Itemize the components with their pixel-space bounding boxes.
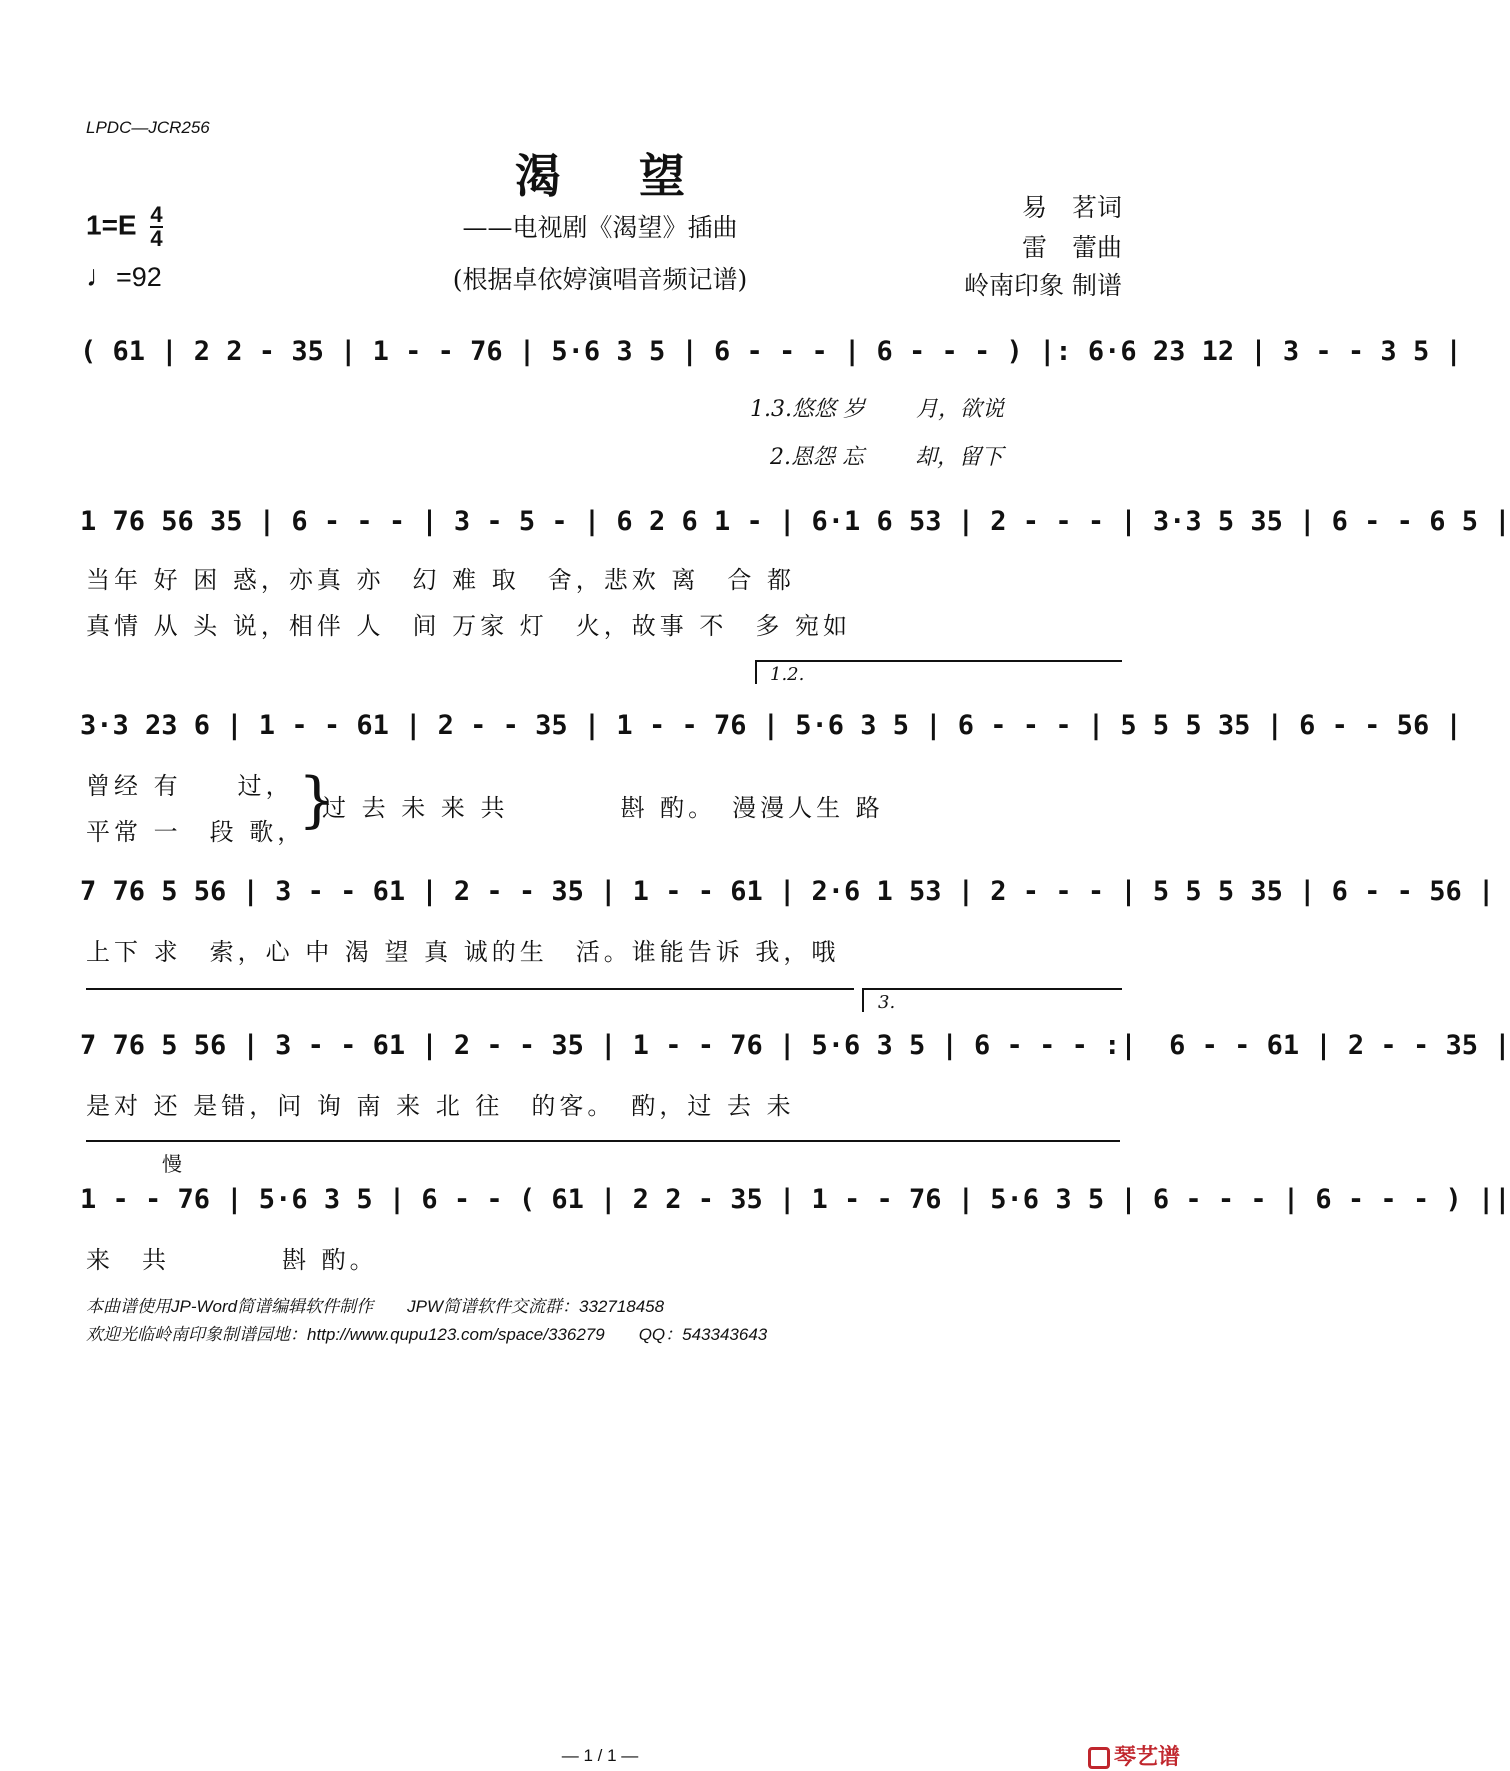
source-note: (根据卓依婷演唱音频记谱) bbox=[452, 265, 748, 294]
score-code: LPDC—JCR256 bbox=[86, 118, 210, 137]
staff-row-1 bbox=[80, 336, 1462, 376]
quarter-note-icon: ♩ bbox=[86, 260, 116, 293]
staff-row-5-notes: 7 76 5 56 | 3 - - 61 | 2 - - 35 | 1 - - 76 | 5·6 3 5 | 6 - - - :| 6 - - 61 | 2 - - 35 | bbox=[80, 1030, 1510, 1061]
staff-row-4-notes: 7 76 5 56 | 3 - - 61 | 2 - - 35 | 1 - - 61 | 2·6 1 53 | 2 - - - | 5 5 5 35 | 6 - - 56 | bbox=[80, 876, 1495, 907]
tempo-value: =92 bbox=[116, 262, 162, 292]
key-signature bbox=[86, 204, 163, 250]
staff-row-2-notes: 1 76 56 35 | 6 - - - | 3 - 5 - | 6 2 6 1 - | 6·1 6 53 | 2 - - - | 3·3 5 35 | 6 - - 6 5 | bbox=[80, 506, 1510, 537]
staff-row-1-notes: ( 61 | 2 2 - 35 | 1 - - 76 | 5·6 3 5 | 6 - - - | 6 - - - ) |: 6·6 23 12 | 3 - - 3 5 | bbox=[80, 336, 1462, 367]
staff-row-3-notes: 3·3 23 6 | 1 - - 61 | 2 - - 35 | 1 - - 76 | 5·6 3 5 | 6 - - - | 5 5 5 35 | 6 - - 56 | bbox=[80, 710, 1462, 741]
score-subtitle: ——电视剧《渴望》插曲 bbox=[462, 213, 738, 242]
lyric-row-1-verse-13: 1.3.悠悠 岁 月，欲说 bbox=[750, 397, 1004, 422]
footer-line-2: 欢迎光临岭南印象制谱园地：http://www.qupu123.com/space/336279 QQ：543343643 bbox=[86, 1325, 768, 1344]
staff-row-3 bbox=[80, 710, 1462, 750]
volta-label-12: 1.2. bbox=[770, 664, 805, 685]
volta-line-3 bbox=[86, 1140, 1120, 1142]
time-bottom: 4 bbox=[150, 226, 163, 251]
lyric-row-1-verse-2: 2.恩怨 忘 却，留下 bbox=[770, 445, 1003, 470]
volta-bracket-3 bbox=[862, 988, 1122, 1012]
lyric-row-3-verse-2: 平常 一 段 歌， bbox=[86, 818, 306, 846]
time-signature bbox=[150, 204, 162, 250]
volta-label-3: 3. bbox=[878, 992, 896, 1013]
footer-line-1: 本曲谱使用JP-Word简谱编辑软件制作 JPW简谱软件交流群：332718458 bbox=[86, 1297, 665, 1316]
lyric-row-6: 来 共 斟 酌。 bbox=[86, 1246, 378, 1274]
brand-icon bbox=[1088, 1747, 1110, 1769]
staff-row-5 bbox=[80, 1030, 1510, 1070]
lyric-row-3-shared: 过 去 未 来 共 斟 酌。 漫漫人生 路 bbox=[322, 794, 884, 822]
volta-line-12 bbox=[86, 988, 854, 990]
brace-icon: } bbox=[298, 765, 337, 835]
tempo-marking bbox=[86, 260, 162, 294]
composer-credit: 雷 蕾曲 bbox=[1021, 233, 1122, 262]
page-number: — 1 / 1 — bbox=[561, 1746, 639, 1765]
staff-row-6-notes: 1 - - 76 | 5·6 3 5 | 6 - - ( 61 | 2 2 - 35 | 1 - - 76 | 5·6 3 5 | 6 - - - | 6 - - - ) || bbox=[80, 1184, 1510, 1215]
score-title: 渴望 bbox=[515, 149, 763, 203]
lyric-row-4: 上下 求 索，心 中 渴 望 真 诚的生 活。谁能告诉 我，哦 bbox=[86, 938, 840, 966]
lyric-row-2-verse-1: 当年 好 困 惑，亦真 亦 幻 难 取 舍，悲欢 离 合 都 bbox=[86, 566, 796, 594]
lyric-row-3-verse-1: 曾经 有 过， bbox=[86, 772, 294, 800]
volta-bracket-12 bbox=[755, 660, 1122, 684]
tempo-slow: 慢 bbox=[162, 1152, 182, 1176]
staff-row-4 bbox=[80, 876, 1495, 916]
lyric-row-5: 是对 还 是错，问 询 南 来 北 往 的客。 酌，过 去 未 bbox=[86, 1092, 795, 1120]
staff-row-6 bbox=[80, 1184, 1510, 1224]
brand-logo bbox=[1088, 1740, 1180, 1771]
arranger-credit: 岭南印象 制谱 bbox=[964, 271, 1122, 300]
time-top: 4 bbox=[150, 202, 163, 227]
key-label: 1=E bbox=[86, 209, 137, 241]
lyric-row-2-verse-2: 真情 从 头 说，相伴 人 间 万家 灯 火，故事 不 多 宛如 bbox=[86, 612, 852, 640]
lyricist-credit: 易 茗词 bbox=[1021, 193, 1122, 222]
brand-name: 琴艺谱 bbox=[1113, 1745, 1180, 1770]
staff-row-2 bbox=[80, 506, 1510, 546]
